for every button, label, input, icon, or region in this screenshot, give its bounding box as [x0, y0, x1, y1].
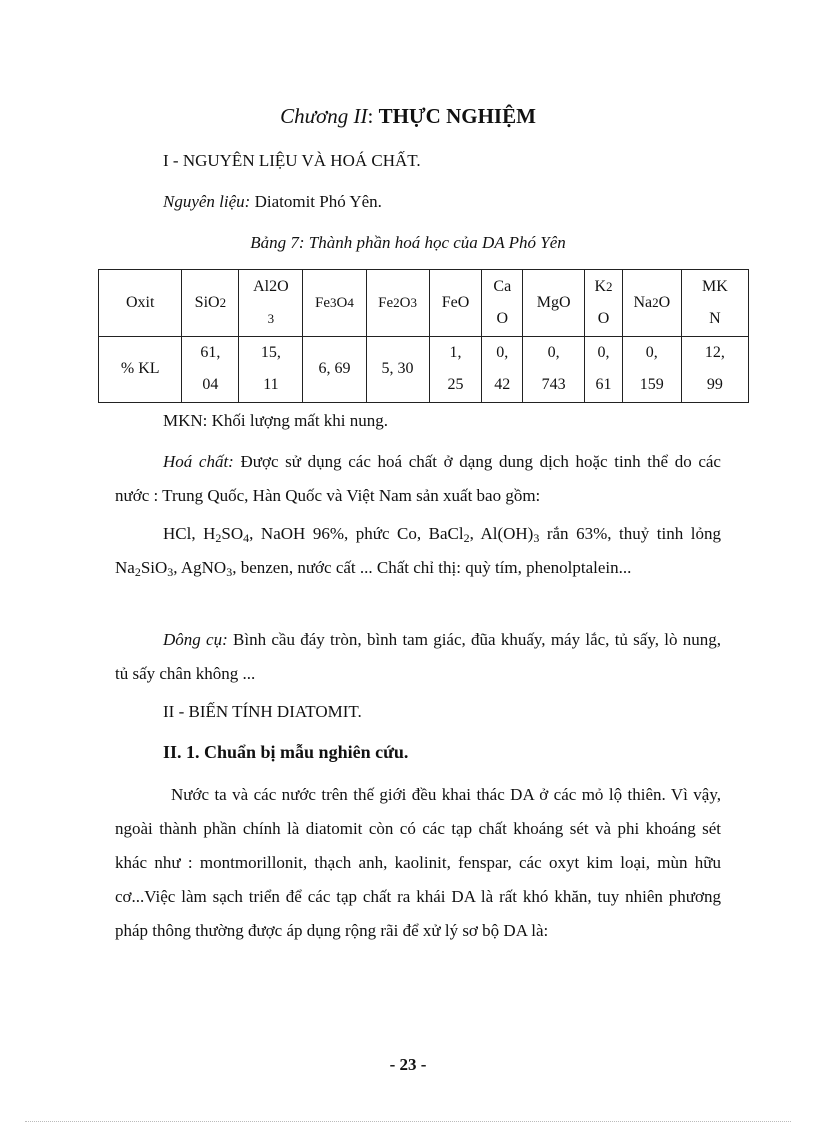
chemicals-paragraph: Hoá chất: Được sử dụng các hoá chất ở dạng dung dịch hoặc tinh thể do các nước : Trung Quốc, Hàn Quốc và Việt Nam sản xuất bao gồm:	[115, 452, 721, 505]
header-cell: FeO	[429, 270, 482, 337]
table-data-row	[99, 336, 749, 403]
value-cell: 0, 159	[622, 336, 681, 403]
value-cell: 6, 69	[303, 336, 366, 403]
composition-table	[98, 269, 749, 403]
tools-label: Dông cụ:	[163, 630, 228, 649]
section-heading-1: I - NGUYÊN LIỆU VÀ HOÁ CHẤT.	[163, 151, 421, 170]
value-cell: 0, 61	[585, 336, 623, 403]
section-heading-2: II - BIẾN TÍNH DIATOMIT.	[163, 702, 362, 721]
header-cell: Al2O 3	[239, 270, 303, 337]
body-paragraph: Nước ta và các nước trên thế giới đều khai thác DA ở các mỏ lộ thiên. Vì vậy, ngoài thành phần chính là diatomit còn có các tạp chất khoáng sét và phi khoáng sét khác như : montmorillonit, thạch anh, kaolinit, fenspar, các oxyt kim loại, mùn hữu cơ...Việc làm sạch triển để các tạp chất ra khái DA là rất khó khăn, tuy nhiên phương pháp thông thường được áp dụng rộng rãi để xử lý sơ bộ DA là:	[115, 785, 721, 940]
header-cell: K2 O	[585, 270, 623, 337]
page-bottom-divider	[25, 1121, 791, 1122]
header-cell: SiO2	[182, 270, 239, 337]
value-cell: 12, 99	[681, 336, 748, 403]
header-cell: Fe2O3	[366, 270, 429, 337]
chemicals-list: HCl, $H_2SO_4$, NaOH 96%, phức Co, BaCl$_2$, $Al(OH)_3$ rắn 63%, thuỷ tinh lỏng $Na_2SiO_3$, AgNO$_3$, benzen, nước cất ... Chất chỉ thị: quỳ tím, phenolptalein...	[115, 524, 721, 579]
header-cell: Na2O	[622, 270, 681, 337]
materials-line	[163, 192, 382, 212]
materials-value: Diatomit Phó Yên.	[250, 192, 382, 211]
chapter-prefix: Chương II	[280, 104, 368, 128]
header-cell: MK N	[681, 270, 748, 337]
table-caption: Bảng 7: Thành phần hoá học của DA Phó Yên	[250, 233, 566, 252]
page-number: - 23 -	[389, 1055, 427, 1074]
value-cell: 61, 04	[182, 336, 239, 403]
value-cell: 15, 11	[239, 336, 303, 403]
header-cell: MgO	[523, 270, 585, 337]
value-cell: 0, 743	[523, 336, 585, 403]
row-label-cell: % KL	[99, 336, 182, 403]
chapter-heading: THỰC NGHIỆM	[378, 104, 536, 128]
table-header-row	[99, 270, 749, 337]
chemicals-label: Hoá chất:	[163, 452, 234, 471]
chapter-title: Chương II: THỰC NGHIỆM	[280, 104, 536, 128]
materials-label: Nguyên liệu:	[163, 192, 251, 211]
value-cell: 0, 42	[482, 336, 523, 403]
header-cell: Ca O	[482, 270, 523, 337]
tools-paragraph: Dông cụ: Bình cầu đáy tròn, bình tam giác, đũa khuấy, máy lắc, tủ sấy, lò nung, tủ sấy chân không ...	[115, 630, 722, 683]
value-cell: 5, 30	[366, 336, 429, 403]
mkn-note: MKN: Khối lượng mất khi nung.	[163, 411, 389, 430]
header-cell: Oxit	[99, 270, 182, 337]
header-cell: Fe3O4	[303, 270, 366, 337]
subsection-heading: II. 1. Chuẩn bị mẫu nghiên cứu.	[163, 742, 409, 762]
value-cell: 1, 25	[429, 336, 482, 403]
